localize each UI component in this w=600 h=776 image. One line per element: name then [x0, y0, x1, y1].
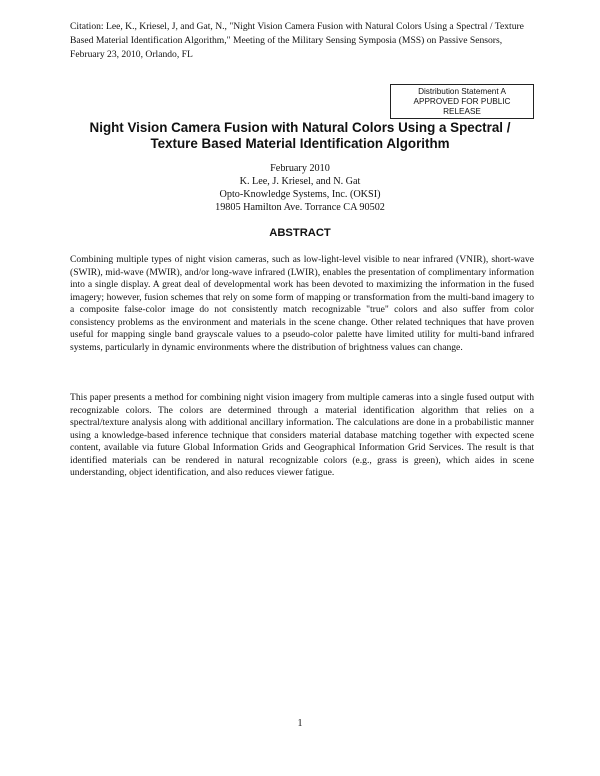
publication-date: February 2010 — [270, 163, 330, 174]
paper-title-line-2: Texture Based Material Identification Algorithm — [150, 136, 450, 151]
organization-name: Opto-Knowledge Systems, Inc. (OKSI) — [219, 189, 381, 200]
citation-text: Citation: Lee, K., Kriesel, J, and Gat, N., "Night Vision Camera Fusion with Natural Colors Using a Spectral / Texture Based Material Identification Algorithm," Meeting of the Military Sensing Symposia (MSS) on Passive Sensors, February 23, 2010, Orlando, FL — [70, 21, 524, 60]
paper-title-line-1: Night Vision Camera Fusion with Natural Colors Using a Spectral / — [89, 120, 511, 135]
distribution-statement-line-1: Distribution Statement A — [418, 87, 506, 96]
abstract-paragraph-2: This paper presents a method for combining night vision imagery from multiple cameras into a single fused output with recognizable colors. The colors are determined through a material identification algorithm that relies on a spectral/texture analysis along with additional ancillary information. The calculations are done in a probabilistic manner using a knowledge-based inference technique that considers material database matching together with expected scene content, available via future Global Information Grids and Geographical Information Grid Services. The result is that identified materials can be rendered in natural recognizable colors (e.g., grass is green), which aides in scene understanding, object identification, and also reduces viewer fatigue. — [70, 392, 534, 479]
distribution-statement-line-3: RELEASE — [443, 107, 481, 116]
abstract-heading: ABSTRACT — [269, 227, 331, 239]
distribution-statement-box — [390, 84, 534, 119]
abstract-paragraph-1: Combining multiple types of night vision cameras, such as low-light-level visible to near infrared (VNIR), short-wave (SWIR), mid-wave (MWIR), and/or long-wave infrared (LWIR), enables the presentation of complimentary information into a single display. A great deal of developmental work has been devoted to maximizing the information in the fused imagery; however, fusion schemes that rely on some form of mapping or transformation from the multi-band imagery to a composite false-color image do not consistently match recognizable "true" colors and also suffer from color consistency problems as the environment and materials in the scene change. Other related techniques that have proven useful for mapping single band grayscale values to a pseudo-color palette have limited utility for multi-band infrared systems, particularly in dynamic environments where the distribution of brightness values can change. — [70, 254, 534, 353]
paper-title — [60, 120, 540, 152]
organization-address: 19805 Hamilton Ave. Torrance CA 90502 — [215, 202, 385, 213]
author-block — [100, 162, 500, 214]
page-number: 1 — [297, 718, 303, 729]
author-names: K. Lee, J. Kriesel, and N. Gat — [239, 176, 361, 187]
distribution-statement-line-2: APPROVED FOR PUBLIC — [413, 97, 511, 106]
